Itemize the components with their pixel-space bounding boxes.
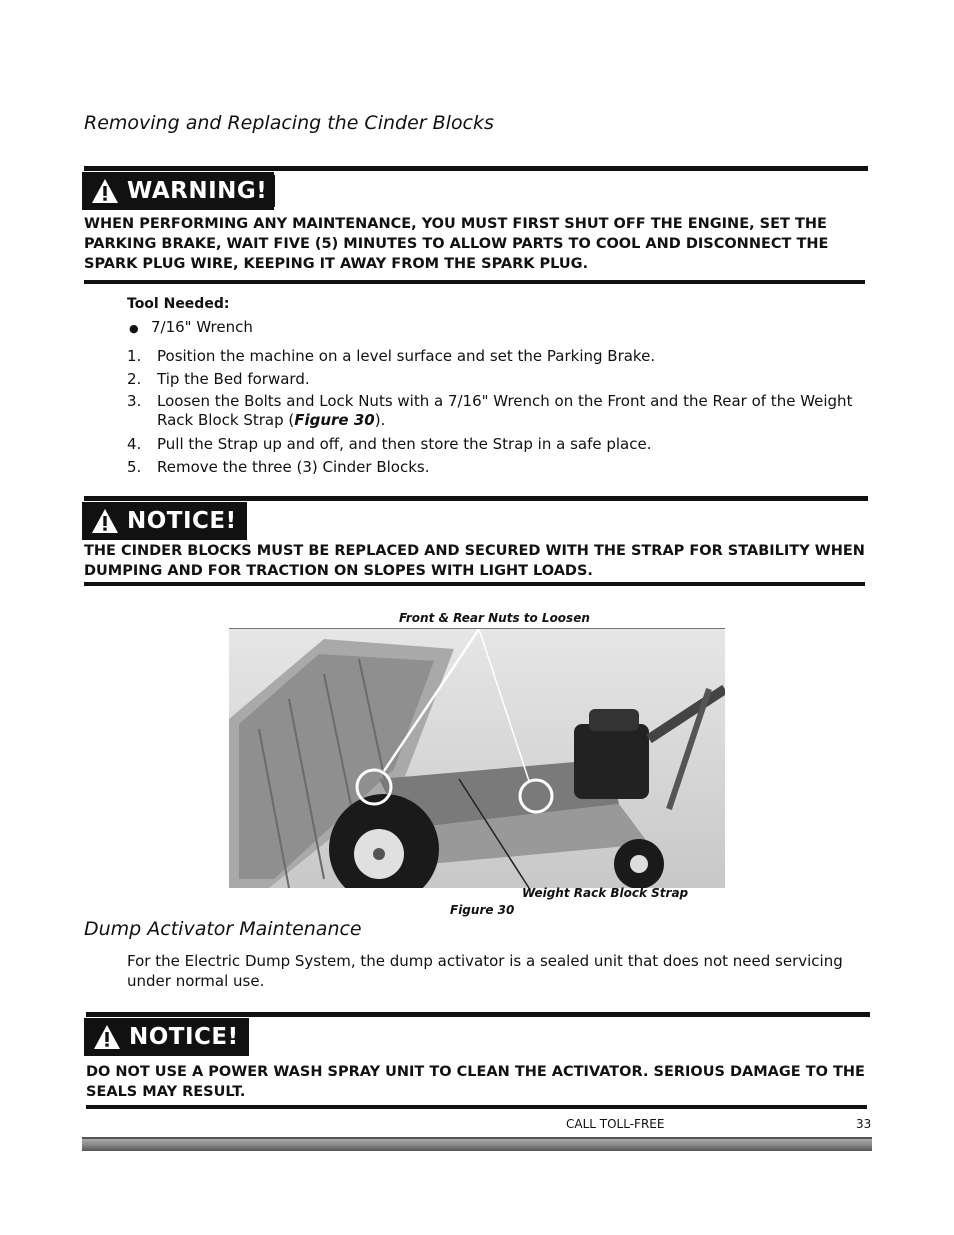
step-item [127,369,867,392]
notice2-top-rule [86,1012,870,1017]
figure-top-callout: Front & Rear Nuts to Loosen [399,611,590,625]
section-heading-cinder-blocks: Removing and Replacing the Cinder Blocks [84,112,494,134]
section-heading-dump-activator: Dump Activator Maintenance [84,918,362,940]
step-text-part: Loosen the Bolts and Lock Nuts with a 7/16" Wrench on the Front and the Rear of the Weight Rack Block Strap ( [157,392,853,429]
dump-activator-paragraph: For the Electric Dump System, the dump activator is a sealed unit that does not need servicing under normal use. [127,952,843,990]
warning-label: WARNING! [127,178,268,204]
step-text: Tip the Bed forward. [157,370,310,388]
tool-list-item [129,317,253,339]
warning-triangle-icon [91,178,119,204]
notice2-badge [84,1018,249,1056]
cart-photo-illustration [229,629,725,888]
figure-reference: Figure 30 [294,411,375,429]
notice2-bottom-rule [86,1105,867,1109]
figure-caption: Figure 30 [450,903,515,917]
step-text: Position the machine on a level surface and set the Parking Brake. [157,347,656,365]
notice2-label: NOTICE! [129,1024,239,1050]
step-text: Remove the three (3) Cinder Blocks. [157,458,430,476]
steps-list [127,346,867,480]
step-number: 5. [127,458,142,476]
tool-item-text: 7/16" Wrench [151,318,253,336]
warning-triangle-icon [91,508,119,534]
figure-photo [229,628,725,888]
step-number: 4. [127,435,142,453]
warning-text: WHEN PERFORMING ANY MAINTENANCE, YOU MUST FIRST SHUT OFF THE ENGINE, SET THE PARKING BRAKE, WAIT FIVE (5) MINUTES TO ALLOW PARTS TO COOL AND DISCONNECT THE SPARK PLUG WIRE, KEEPING IT AWAY FROM THE SPARK PLUG. [84,216,829,272]
step-number: 1. [127,347,142,365]
notice2-text: DO NOT USE A POWER WASH SPRAY UNIT TO CLEAN THE ACTIVATOR. SERIOUS DAMAGE TO THE SEALS MAY RESULT. [86,1064,865,1100]
step-text: Pull the Strap up and off, and then store the Strap in a safe place. [157,435,652,453]
warning-triangle-icon [93,1024,121,1050]
step-number: 3. [127,392,142,410]
step-item [127,346,867,369]
notice-text: THE CINDER BLOCKS MUST BE REPLACED AND SECURED WITH THE STRAP FOR STABILITY WHEN DUMPING AND FOR TRACTION ON SLOPES WITH LIGHT LOADS. [84,543,865,579]
step-number: 2. [127,370,142,388]
step-item [127,457,867,480]
footer-call-text: CALL TOLL-FREE [566,1117,665,1131]
warning-bottom-rule [84,280,865,284]
step-item [127,392,867,434]
notice-top-rule [84,496,868,501]
notice-bottom-rule [84,582,865,586]
step-text-part: ). [374,411,386,429]
figure-bottom-callout: Weight Rack Block Strap [522,886,689,900]
footer-page-number: 33 [856,1117,872,1131]
notice-badge [82,502,247,540]
notice-label: NOTICE! [127,508,237,534]
bullet: ● [129,322,139,335]
step-text [157,392,852,429]
tool-needed-heading: Tool Needed: [127,296,230,312]
warning-top-rule [84,166,868,171]
warning-badge [82,172,274,210]
footer-bar [82,1137,872,1151]
step-item [127,434,867,457]
